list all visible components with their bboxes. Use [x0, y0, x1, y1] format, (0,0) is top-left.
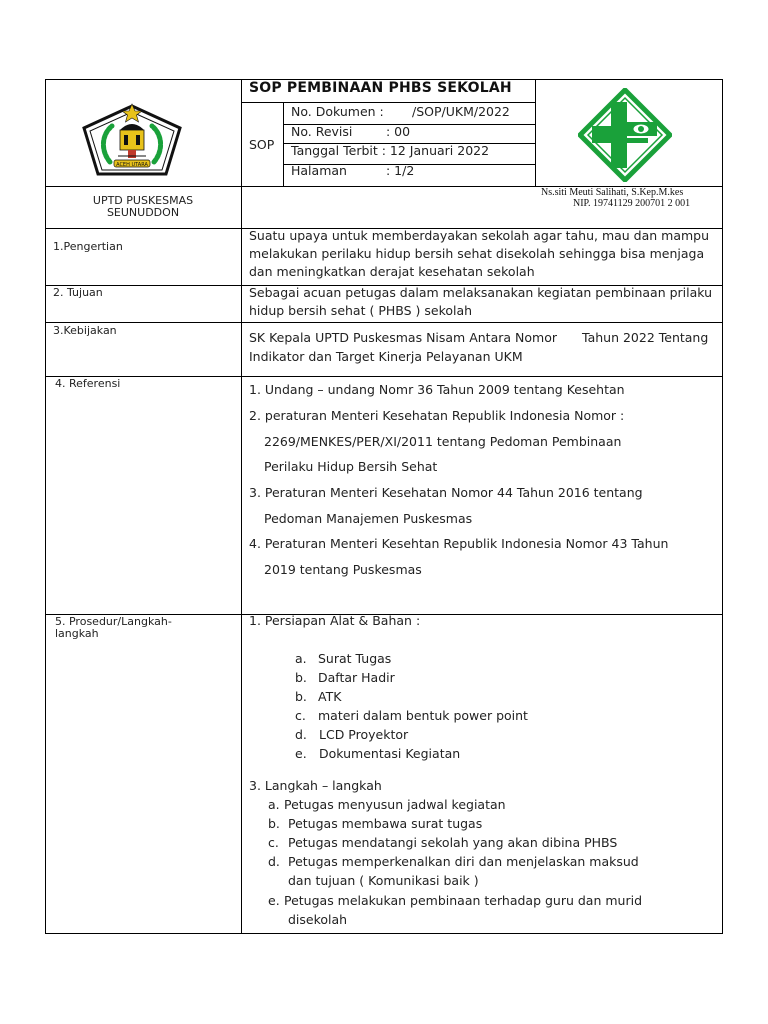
- aceh-utara-logo: [80, 100, 184, 178]
- row-line-kebijakan: [45, 322, 723, 323]
- persiapan-marker-1: a.: [295, 651, 307, 666]
- langkah-item-1: Petugas menyusun jadwal kegiatan: [284, 797, 506, 812]
- langkah-item-2: Petugas membawa surat tugas: [288, 816, 483, 831]
- header-divider-logo-right: [535, 79, 536, 186]
- label-pengertian: 1.Pengertian: [53, 240, 123, 253]
- langkah-item-4: Petugas memperkenalkan diri dan menjelaskan maksud: [288, 854, 639, 869]
- tujuan-line-1: Sebagai acuan petugas dalam melaksanakan kegiatan pembinaan prilaku: [249, 285, 713, 300]
- puskesmas-logo: [578, 88, 672, 182]
- referensi-line-3: 2269/MENKES/PER/XI/2011 tentang Pedoman Pembinaan: [264, 434, 622, 449]
- referensi-line-8: 2019 tentang Puskesmas: [264, 562, 422, 577]
- referensi-line-2: 2. peraturan Menteri Kesehatan Republik Indonesia Nomor :: [249, 408, 625, 423]
- persiapan-marker-6: e.: [295, 746, 307, 761]
- pengertian-line-2: melakukan perilaku hidup bersih sehat disekolah sehingga bisa menjaga: [249, 246, 705, 261]
- referensi-line-7: 4. Peraturan Menteri Kesehtan Republik Indonesia Nomor 43 Tahun: [249, 536, 669, 551]
- langkah-marker-2: b.: [268, 816, 280, 831]
- org-name-line-2: SEUNUDDON: [106, 206, 180, 219]
- langkah-item-5: Petugas melakukan pembinaan terhadap guru dan murid: [284, 893, 643, 908]
- doc-number-value: /SOP/UKM/2022: [412, 104, 510, 119]
- issue-date: Tanggal Terbit : 12 Januari 2022: [291, 143, 490, 158]
- doc-number-label: No. Dokumen :: [291, 104, 384, 119]
- langkah-marker-5: e.: [268, 893, 280, 908]
- org-name-line-1: UPTD PUSKESMAS: [92, 194, 194, 207]
- kebijakan-line-2: Indikator dan Target Kinerja Pelayanan UKM: [249, 349, 523, 364]
- label-kebijakan: 3.Kebijakan: [53, 324, 117, 337]
- column-divider: [241, 79, 242, 934]
- page-title: SOP PEMBINAAN PHBS SEKOLAH: [249, 80, 512, 96]
- revision-label: No. Revisi: [291, 124, 353, 139]
- kebijakan-line-1a: SK Kepala UPTD Puskesmas Nisam Antara Nomor: [249, 330, 557, 345]
- logo-banner-text: ACEH UTARA: [116, 162, 148, 168]
- persiapan-marker-4: c.: [295, 708, 306, 723]
- pengertian-line-3: dan meningkatkan derajat kesehatan sekolah: [249, 264, 535, 279]
- border-bottom: [45, 933, 723, 934]
- referensi-line-4: Perilaku Hidup Bersih Sehat: [264, 459, 438, 474]
- persiapan-item-3: ATK: [318, 689, 342, 704]
- label-referensi: 4. Referensi: [55, 377, 121, 390]
- pengertian-line-1: Suatu upaya untuk memberdayakan sekolah agar tahu, mau dan mampu: [249, 228, 710, 243]
- persiapan-item-6: Dokumentasi Kegiatan: [319, 746, 461, 761]
- persiapan-item-4: materi dalam bentuk power point: [318, 708, 528, 723]
- langkah-marker-3: c.: [268, 835, 279, 850]
- langkah-item-4-cont: dan tujuan ( Komunikasi baik ): [288, 873, 479, 888]
- persiapan-title: 1. Persiapan Alat & Bahan :: [249, 613, 421, 628]
- langkah-item-3: Petugas mendatangi sekolah yang akan dibina PHBS: [288, 835, 618, 850]
- persiapan-item-5: LCD Proyektor: [319, 727, 409, 742]
- page-count-label: Halaman: [291, 163, 347, 178]
- sop-divider: [283, 102, 284, 186]
- border-right: [722, 79, 723, 934]
- sop-label: SOP: [249, 137, 275, 152]
- referensi-line-5: 3. Peraturan Menteri Kesehatan Nomor 44 Tahun 2016 tentang: [249, 485, 643, 500]
- label-prosedur-line-2: langkah: [55, 627, 99, 640]
- signer-nip: NIP. 19741129 200701 2 001: [573, 198, 691, 209]
- signer-name: Ns.siti Meuti Salihati, S.Kep.M.kes: [541, 187, 684, 198]
- persiapan-marker-2: b.: [295, 670, 307, 685]
- persiapan-marker-5: d.: [295, 727, 307, 742]
- langkah-marker-1: a.: [268, 797, 280, 812]
- row-line-referensi: [45, 376, 723, 377]
- referensi-line-6: Pedoman Manajemen Puskesmas: [264, 511, 473, 526]
- persiapan-item-2: Daftar Hadir: [318, 670, 395, 685]
- label-prosedur-line-1: 5. Prosedur/Langkah-: [55, 615, 172, 628]
- tujuan-line-2: hidup bersih sehat ( PHBS ) sekolah: [249, 303, 473, 318]
- langkah-title: 3. Langkah – langkah: [249, 778, 382, 793]
- revision-value: : 00: [386, 124, 411, 139]
- langkah-marker-4: d.: [268, 854, 280, 869]
- referensi-line-1: 1. Undang – undang Nomr 36 Tahun 2009 tentang Kesehtan: [249, 382, 625, 397]
- page-count-value: : 1/2: [386, 163, 415, 178]
- label-tujuan: 2. Tujuan: [53, 286, 103, 299]
- persiapan-marker-3: b.: [295, 689, 307, 704]
- kebijakan-line-1b: Tahun 2022 Tentang: [582, 330, 709, 345]
- persiapan-item-1: Surat Tugas: [318, 651, 392, 666]
- langkah-item-5-cont: disekolah: [288, 912, 348, 927]
